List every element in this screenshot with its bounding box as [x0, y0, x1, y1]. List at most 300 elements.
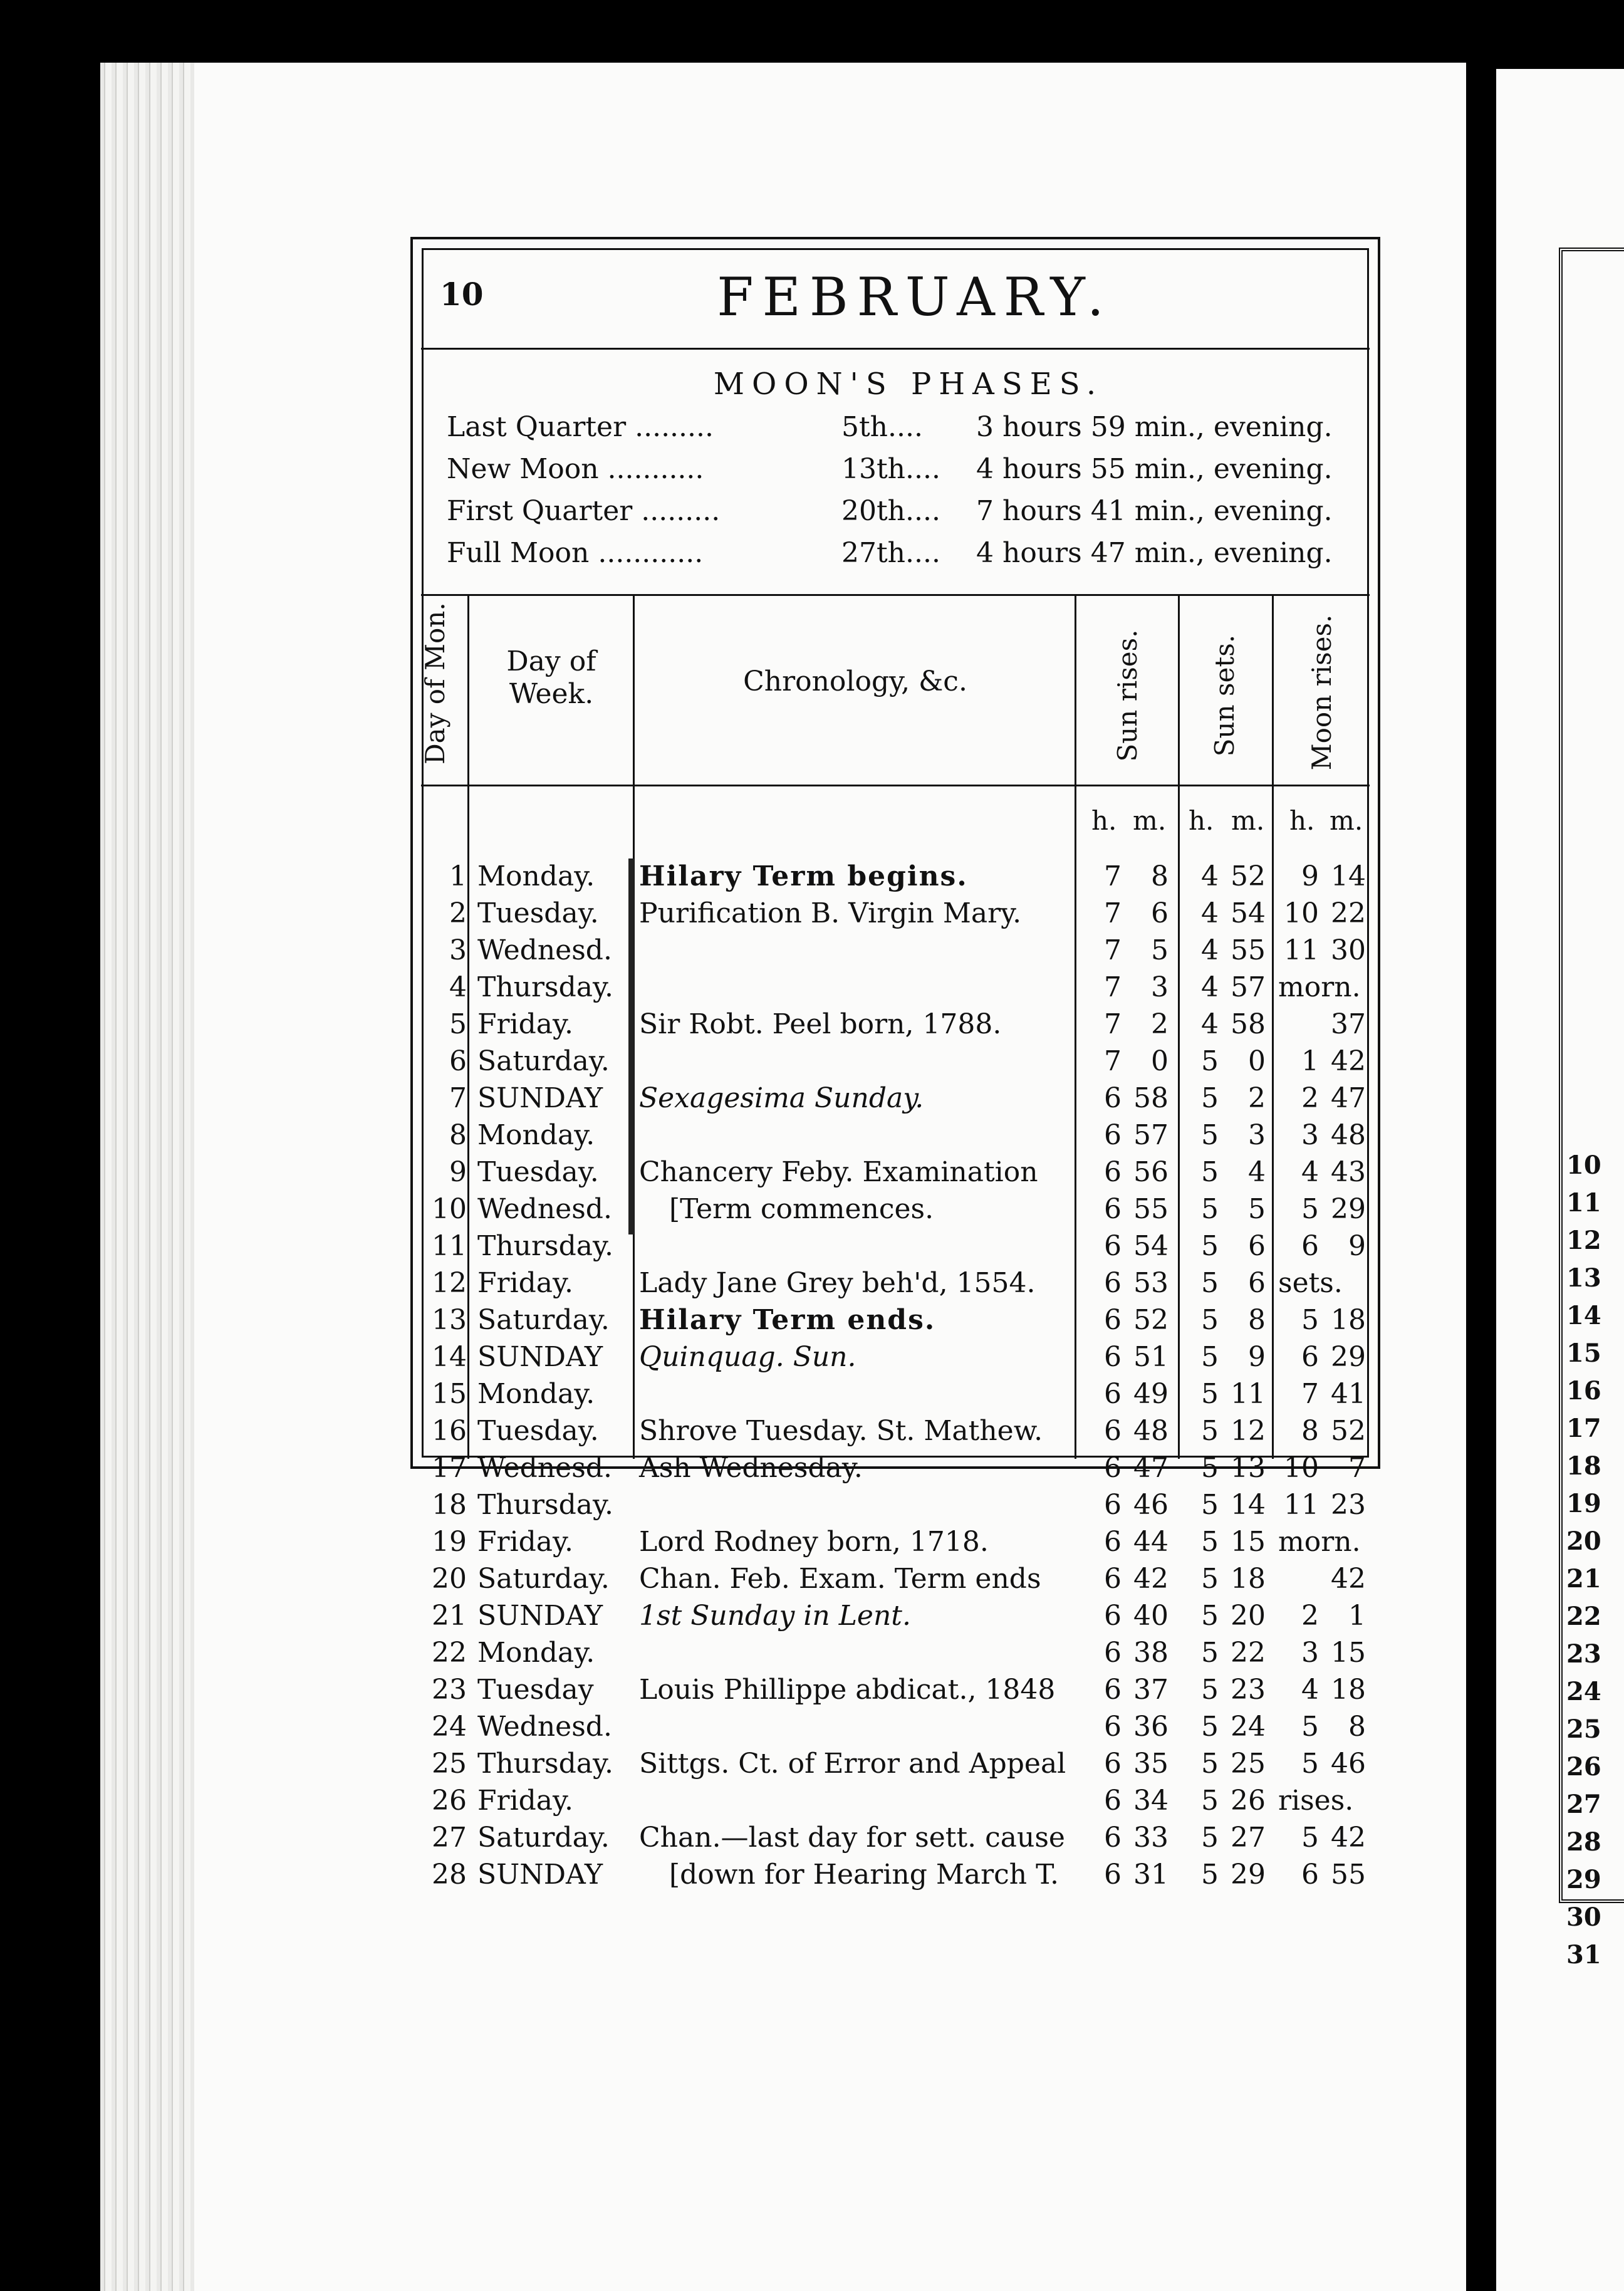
day-of-week: SUNDAY	[477, 1859, 603, 1891]
moon-rises-minute: 42	[1331, 1563, 1366, 1595]
table-row	[0, 1265, 1624, 1302]
day-of-month: 25	[432, 1748, 467, 1780]
moon-rises-hour: 5	[1301, 1748, 1319, 1780]
day-of-month: 8	[449, 1119, 467, 1151]
day-of-month: 23	[432, 1674, 467, 1706]
facing-day-number: 18	[1566, 1451, 1601, 1481]
phase-time: 7 hours 41 min., evening.	[976, 495, 1333, 527]
phase-date: 20th....	[841, 495, 940, 527]
sun-sets-hour: 5	[1201, 1748, 1219, 1780]
sun-sets-hour: 5	[1201, 1711, 1219, 1743]
chronology-entry: Hilary Term begins.	[639, 860, 968, 892]
sun-rises-hour: 7	[1104, 1008, 1122, 1040]
moon-rises-minute: 18	[1331, 1674, 1366, 1706]
sun-sets-minute: 29	[1231, 1859, 1266, 1891]
sun-sets-minute: 24	[1231, 1711, 1266, 1743]
unit-hours: h.	[1091, 805, 1117, 836]
moon-rises-minute: 22	[1331, 897, 1366, 929]
chronology-entry: [Term commences.	[669, 1193, 934, 1225]
moon-rises-minute: 29	[1331, 1341, 1366, 1373]
sun-rises-minute: 55	[1133, 1193, 1169, 1225]
sun-sets-minute: 12	[1231, 1415, 1266, 1447]
day-of-week: Saturday.	[477, 1045, 610, 1077]
day-of-week: Saturday.	[477, 1563, 610, 1595]
moon-rises-minute: 23	[1331, 1489, 1366, 1521]
moon-phase-row	[447, 537, 1355, 577]
day-of-week: Monday.	[477, 1637, 595, 1669]
sun-sets-minute: 58	[1231, 1008, 1266, 1040]
moon-rises-minute: 43	[1331, 1156, 1366, 1188]
phase-date: 27th....	[841, 537, 940, 569]
sun-rises-hour: 6	[1104, 1415, 1122, 1447]
sun-sets-minute: 2	[1248, 1082, 1266, 1114]
moon-phase-row	[447, 411, 1355, 451]
chronology-entry: Lady Jane Grey beh'd, 1554.	[639, 1267, 1036, 1299]
sun-sets-minute: 20	[1231, 1600, 1266, 1632]
sun-sets-minute: 23	[1231, 1674, 1266, 1706]
sun-sets-minute: 11	[1231, 1378, 1266, 1410]
chronology-entry: Ash Wednesday.	[639, 1452, 863, 1484]
sun-rises-minute: 34	[1133, 1785, 1169, 1817]
chronology-entry: Purification B. Virgin Mary.	[639, 897, 1022, 929]
sun-sets-minute: 22	[1231, 1637, 1266, 1669]
sun-rises-minute: 36	[1133, 1711, 1169, 1743]
facing-day-number: 14	[1566, 1301, 1601, 1330]
day-of-month: 16	[432, 1415, 467, 1447]
chronology-entry: [down for Hearing March T.	[669, 1859, 1059, 1891]
moon-rises-hour: 11	[1284, 1489, 1319, 1521]
phases-rule	[421, 594, 1370, 596]
facing-day-number: 12	[1566, 1226, 1601, 1255]
sun-rises-minute: 58	[1133, 1082, 1169, 1114]
sun-rises-hour: 7	[1104, 897, 1122, 929]
sun-rises-minute: 38	[1133, 1637, 1169, 1669]
sun-rises-minute: 3	[1151, 971, 1169, 1003]
sun-sets-hour: 5	[1201, 1674, 1219, 1706]
moon-rises-minute: 15	[1331, 1637, 1366, 1669]
sun-sets-minute: 6	[1248, 1230, 1266, 1262]
moon-rises-hour: 5	[1301, 1304, 1319, 1336]
sun-sets-hour: 5	[1201, 1082, 1219, 1114]
table-row	[0, 1487, 1624, 1523]
day-of-month: 13	[432, 1304, 467, 1336]
table-row	[0, 1376, 1624, 1412]
sun-sets-hour: 4	[1201, 934, 1219, 966]
sun-rises-hour: 6	[1104, 1859, 1122, 1891]
sun-rises-hour: 6	[1104, 1674, 1122, 1706]
day-of-week: Tuesday	[477, 1674, 594, 1706]
sun-sets-hour: 5	[1201, 1822, 1219, 1854]
day-of-week: Tuesday.	[477, 1415, 599, 1447]
day-of-week: Monday.	[477, 860, 595, 892]
sun-rises-hour: 6	[1104, 1230, 1122, 1262]
sun-sets-hour: 5	[1201, 1785, 1219, 1817]
moon-phases-heading: MOON'S PHASES.	[713, 367, 1104, 402]
sun-rises-hour: 6	[1104, 1304, 1122, 1336]
moon-rises-minute: 47	[1331, 1082, 1366, 1114]
sun-rises-minute: 49	[1133, 1378, 1169, 1410]
day-of-month: 15	[432, 1378, 467, 1410]
moon-rises-hour: 3	[1301, 1119, 1319, 1151]
sun-rises-minute: 54	[1133, 1230, 1169, 1262]
day-of-month: 24	[432, 1711, 467, 1743]
sun-rises-minute: 46	[1133, 1489, 1169, 1521]
moon-rises-hour: 7	[1301, 1378, 1319, 1410]
moon-rises-minute: 55	[1331, 1859, 1366, 1891]
day-of-month: 3	[449, 934, 467, 966]
day-of-week: Thursday.	[477, 971, 614, 1003]
phase-time: 4 hours 55 min., evening.	[976, 453, 1333, 485]
chronology-entry: Quinquag. Sun.	[639, 1341, 856, 1373]
moon-rises-hour: 2	[1301, 1082, 1319, 1114]
sun-rises-minute: 0	[1151, 1045, 1169, 1077]
moon-rises-hour: 8	[1301, 1415, 1319, 1447]
title-rule	[421, 348, 1370, 350]
day-of-week: Monday.	[477, 1119, 595, 1151]
moon-rises-minute: 42	[1331, 1822, 1366, 1854]
moon-rises-hour: 6	[1301, 1341, 1319, 1373]
header-sun-rises: Sun rises.	[1112, 629, 1143, 762]
sun-sets-hour: 5	[1201, 1230, 1219, 1262]
sun-rises-hour: 6	[1104, 1748, 1122, 1780]
header-chronology: Chronology, &c.	[743, 665, 967, 697]
day-of-month: 22	[432, 1637, 467, 1669]
day-of-month: 28	[432, 1859, 467, 1891]
sun-rises-minute: 56	[1133, 1156, 1169, 1188]
sun-sets-hour: 5	[1201, 1193, 1219, 1225]
moon-rises-hour: 3	[1301, 1637, 1319, 1669]
sun-sets-minute: 6	[1248, 1267, 1266, 1299]
facing-day-number: 28	[1566, 1827, 1601, 1857]
chronology-entry: Hilary Term ends.	[639, 1304, 936, 1336]
table-row	[0, 1191, 1624, 1228]
day-of-week: Friday.	[477, 1267, 574, 1299]
day-of-month: 10	[432, 1193, 467, 1225]
table-row	[0, 1228, 1624, 1265]
moon-rises-note: sets.	[1278, 1267, 1343, 1299]
day-of-week: Friday.	[477, 1785, 574, 1817]
sun-rises-hour: 6	[1104, 1637, 1122, 1669]
facing-day-number: 22	[1566, 1602, 1601, 1631]
sun-rises-minute: 52	[1133, 1304, 1169, 1336]
sun-sets-hour: 4	[1201, 971, 1219, 1003]
header-moon-rises: Moon rises.	[1306, 614, 1337, 771]
sun-rises-hour: 6	[1104, 1082, 1122, 1114]
moon-rises-hour: 2	[1301, 1600, 1319, 1632]
sun-rises-hour: 6	[1104, 1785, 1122, 1817]
facing-day-number: 11	[1566, 1188, 1601, 1218]
moon-rises-minute: 7	[1348, 1452, 1366, 1484]
sun-sets-hour: 4	[1201, 1008, 1219, 1040]
sun-sets-minute: 3	[1248, 1119, 1266, 1151]
table-row	[0, 1672, 1624, 1708]
sun-rises-hour: 6	[1104, 1526, 1122, 1558]
day-of-month: 14	[432, 1341, 467, 1373]
table-row	[0, 1635, 1624, 1671]
chronology-entry: Lord Rodney born, 1718.	[639, 1526, 989, 1558]
day-of-week: Friday.	[477, 1008, 574, 1040]
phase-name: Full Moon ............	[447, 537, 704, 569]
phase-name: New Moon ...........	[447, 453, 704, 485]
chronology-entry: Sittgs. Ct. of Error and Appeal	[639, 1748, 1066, 1780]
sun-rises-minute: 31	[1133, 1859, 1169, 1891]
day-of-week: Wednesd.	[477, 1193, 612, 1225]
day-of-week: Thursday.	[477, 1489, 614, 1521]
moon-rises-hour: 4	[1301, 1674, 1319, 1706]
day-of-week: Wednesd.	[477, 1711, 612, 1743]
moon-rises-minute: 18	[1331, 1304, 1366, 1336]
moon-rises-minute: 46	[1331, 1748, 1366, 1780]
moon-rises-hour: 6	[1301, 1230, 1319, 1262]
day-of-week: Thursday.	[477, 1230, 614, 1262]
sun-rises-minute: 5	[1151, 934, 1169, 966]
sun-sets-minute: 14	[1231, 1489, 1266, 1521]
sun-sets-hour: 5	[1201, 1859, 1219, 1891]
sun-sets-hour: 5	[1201, 1637, 1219, 1669]
moon-rises-minute: 9	[1348, 1230, 1366, 1262]
sun-rises-hour: 6	[1104, 1822, 1122, 1854]
day-of-week: Monday.	[477, 1378, 595, 1410]
table-row	[0, 1709, 1624, 1745]
phase-time: 4 hours 47 min., evening.	[976, 537, 1333, 569]
day-of-week: Tuesday.	[477, 897, 599, 929]
table-row	[0, 1080, 1624, 1117]
sun-sets-minute: 15	[1231, 1526, 1266, 1558]
sun-rises-hour: 7	[1104, 860, 1122, 892]
sun-sets-minute: 26	[1231, 1785, 1266, 1817]
day-of-month: 18	[432, 1489, 467, 1521]
moon-rises-hour: 11	[1284, 934, 1319, 966]
sun-rises-hour: 7	[1104, 934, 1122, 966]
phase-date: 5th....	[841, 411, 923, 443]
sun-sets-minute: 0	[1248, 1045, 1266, 1077]
phase-name: First Quarter .........	[447, 495, 721, 527]
phase-name: Last Quarter .........	[447, 411, 714, 443]
table-row	[0, 1413, 1624, 1449]
page-number: 10	[440, 276, 484, 313]
sun-sets-hour: 5	[1201, 1452, 1219, 1484]
day-of-month: 4	[449, 971, 467, 1003]
moon-rises-hour: 5	[1301, 1822, 1319, 1854]
moon-rises-hour: 9	[1301, 860, 1319, 892]
moon-rises-minute: 41	[1331, 1378, 1366, 1410]
sun-sets-minute: 27	[1231, 1822, 1266, 1854]
day-of-week: SUNDAY	[477, 1341, 603, 1373]
sun-sets-hour: 5	[1201, 1378, 1219, 1410]
moon-rises-minute: 42	[1331, 1045, 1366, 1077]
sun-rises-hour: 6	[1104, 1711, 1122, 1743]
facing-day-number: 29	[1566, 1865, 1601, 1894]
moon-rises-minute: 48	[1331, 1119, 1366, 1151]
day-of-month: 26	[432, 1785, 467, 1817]
sun-rises-minute: 57	[1133, 1119, 1169, 1151]
moon-rises-hour: 10	[1284, 897, 1319, 929]
sun-rises-hour: 6	[1104, 1267, 1122, 1299]
moon-rises-hour: 6	[1301, 1859, 1319, 1891]
phase-date: 13th....	[841, 453, 940, 485]
sun-sets-minute: 55	[1231, 934, 1266, 966]
chronology-entry: Sexagesima Sunday.	[639, 1082, 924, 1114]
sun-sets-minute: 4	[1248, 1156, 1266, 1188]
sun-rises-minute: 47	[1133, 1452, 1169, 1484]
chronology-entry: Louis Phillippe abdicat., 1848	[639, 1674, 1056, 1706]
sun-rises-hour: 6	[1104, 1193, 1122, 1225]
day-of-month: 5	[449, 1008, 467, 1040]
table-row	[0, 1302, 1624, 1339]
sun-rises-minute: 8	[1151, 860, 1169, 892]
table-row	[0, 1524, 1624, 1560]
day-of-month: 21	[432, 1600, 467, 1632]
day-of-week: Saturday.	[477, 1822, 610, 1854]
chronology-entry: Chancery Feby. Examination	[639, 1156, 1038, 1188]
sun-sets-hour: 5	[1201, 1267, 1219, 1299]
facing-day-number: 10	[1566, 1151, 1601, 1180]
unit-hours: h.	[1289, 805, 1315, 836]
sun-sets-hour: 4	[1201, 860, 1219, 892]
moon-rises-hour: 1	[1301, 1045, 1319, 1077]
sun-rises-hour: 6	[1104, 1156, 1122, 1188]
facing-day-number: 19	[1566, 1489, 1601, 1518]
day-of-month: 6	[449, 1045, 467, 1077]
sun-sets-minute: 8	[1248, 1304, 1266, 1336]
sun-rises-hour: 6	[1104, 1119, 1122, 1151]
moon-rises-minute: 14	[1331, 860, 1366, 892]
day-of-week: Wednesd.	[477, 1452, 612, 1484]
table-row	[0, 1339, 1624, 1375]
day-of-week: Tuesday.	[477, 1156, 599, 1188]
facing-day-number: 31	[1566, 1940, 1601, 1970]
moon-phase-row	[447, 453, 1355, 493]
moon-rises-minute: 37	[1331, 1008, 1366, 1040]
phase-time: 3 hours 59 min., evening.	[976, 411, 1333, 443]
sun-rises-hour: 6	[1104, 1378, 1122, 1410]
sun-rises-minute: 2	[1151, 1008, 1169, 1040]
column-header-rule	[421, 785, 1370, 786]
day-of-month: 20	[432, 1563, 467, 1595]
sun-sets-minute: 57	[1231, 971, 1266, 1003]
unit-minutes: m.	[1133, 805, 1167, 836]
chronology-entry: Sir Robt. Peel born, 1788.	[639, 1008, 1002, 1040]
sun-sets-minute: 25	[1231, 1748, 1266, 1780]
day-of-month: 12	[432, 1267, 467, 1299]
moon-rises-minute: 52	[1331, 1415, 1366, 1447]
day-of-month: 7	[449, 1082, 467, 1114]
sun-rises-minute: 44	[1133, 1526, 1169, 1558]
sun-rises-hour: 7	[1104, 971, 1122, 1003]
header-sun-sets: Sun sets.	[1209, 634, 1240, 757]
table-row	[0, 1154, 1624, 1191]
moon-rises-hour: 10	[1284, 1452, 1319, 1484]
table-row	[0, 1450, 1624, 1486]
table-row	[0, 858, 1624, 895]
month-title: FEBRUARY.	[717, 266, 1113, 328]
sun-sets-hour: 5	[1201, 1489, 1219, 1521]
sun-rises-minute: 33	[1133, 1822, 1169, 1854]
sun-sets-minute: 5	[1248, 1193, 1266, 1225]
sun-sets-hour: 5	[1201, 1563, 1219, 1595]
sun-sets-minute: 13	[1231, 1452, 1266, 1484]
facing-day-number: 15	[1566, 1339, 1601, 1368]
facing-day-number: 25	[1566, 1714, 1601, 1744]
moon-rises-minute: 30	[1331, 934, 1366, 966]
facing-day-number: 17	[1566, 1414, 1601, 1443]
sun-rises-hour: 6	[1104, 1563, 1122, 1595]
table-row	[0, 969, 1624, 1006]
day-of-month: 2	[449, 897, 467, 929]
facing-day-number: 27	[1566, 1790, 1601, 1819]
table-row	[0, 1857, 1624, 1893]
sun-rises-minute: 42	[1133, 1563, 1169, 1595]
unit-minutes: m.	[1231, 805, 1265, 836]
sun-rises-minute: 35	[1133, 1748, 1169, 1780]
facing-day-number: 24	[1566, 1677, 1601, 1706]
sun-rises-minute: 53	[1133, 1267, 1169, 1299]
sun-rises-hour: 7	[1104, 1045, 1122, 1077]
day-of-month: 17	[432, 1452, 467, 1484]
table-row	[0, 1561, 1624, 1597]
sun-rises-minute: 48	[1133, 1415, 1169, 1447]
sun-sets-hour: 5	[1201, 1526, 1219, 1558]
sun-sets-hour: 4	[1201, 897, 1219, 929]
sun-sets-hour: 5	[1201, 1341, 1219, 1373]
chronology-entry: Shrove Tuesday. St. Mathew.	[639, 1415, 1043, 1447]
chronology-entry: Chan.—last day for sett. cause	[639, 1822, 1065, 1854]
day-of-month: 9	[449, 1156, 467, 1188]
sun-rises-hour: 6	[1104, 1489, 1122, 1521]
day-of-week: Wednesd.	[477, 934, 612, 966]
day-of-week: Thursday.	[477, 1748, 614, 1780]
sun-sets-hour: 5	[1201, 1304, 1219, 1336]
table-row	[0, 932, 1624, 969]
sun-rises-minute: 6	[1151, 897, 1169, 929]
facing-day-number: 20	[1566, 1526, 1601, 1556]
day-of-week: Friday.	[477, 1526, 574, 1558]
moon-rises-hour: 5	[1301, 1193, 1319, 1225]
table-row	[0, 895, 1624, 932]
sun-rises-hour: 6	[1104, 1341, 1122, 1373]
header-day-of-week: Day of Week.	[506, 645, 596, 710]
moon-rises-hour: 4	[1301, 1156, 1319, 1188]
moon-rises-note: morn.	[1278, 971, 1361, 1003]
sun-sets-minute: 9	[1248, 1341, 1266, 1373]
unit-minutes: m.	[1330, 805, 1363, 836]
moon-rises-note: rises.	[1278, 1785, 1354, 1817]
moon-rises-hour: 5	[1301, 1711, 1319, 1743]
facing-day-number: 26	[1566, 1752, 1601, 1782]
facing-day-number: 30	[1566, 1902, 1601, 1932]
table-row	[0, 1746, 1624, 1782]
day-of-week: Saturday.	[477, 1304, 610, 1336]
sun-sets-hour: 5	[1201, 1156, 1219, 1188]
chronology-entry: 1st Sunday in Lent.	[639, 1600, 911, 1632]
sun-sets-minute: 52	[1231, 860, 1266, 892]
sun-sets-hour: 5	[1201, 1119, 1219, 1151]
sun-rises-minute: 40	[1133, 1600, 1169, 1632]
sun-rises-minute: 51	[1133, 1341, 1169, 1373]
day-of-month: 11	[432, 1230, 467, 1262]
moon-rises-note: morn.	[1278, 1526, 1361, 1558]
moon-phase-row	[447, 495, 1355, 535]
header-day-of-month: Day of Mon.	[420, 602, 450, 765]
sun-sets-hour: 5	[1201, 1415, 1219, 1447]
moon-rises-minute: 29	[1331, 1193, 1366, 1225]
table-row	[0, 1783, 1624, 1819]
sun-sets-hour: 5	[1201, 1600, 1219, 1632]
sun-sets-minute: 18	[1231, 1563, 1266, 1595]
table-row	[0, 1820, 1624, 1856]
sun-sets-minute: 54	[1231, 897, 1266, 929]
day-of-month: 19	[432, 1526, 467, 1558]
